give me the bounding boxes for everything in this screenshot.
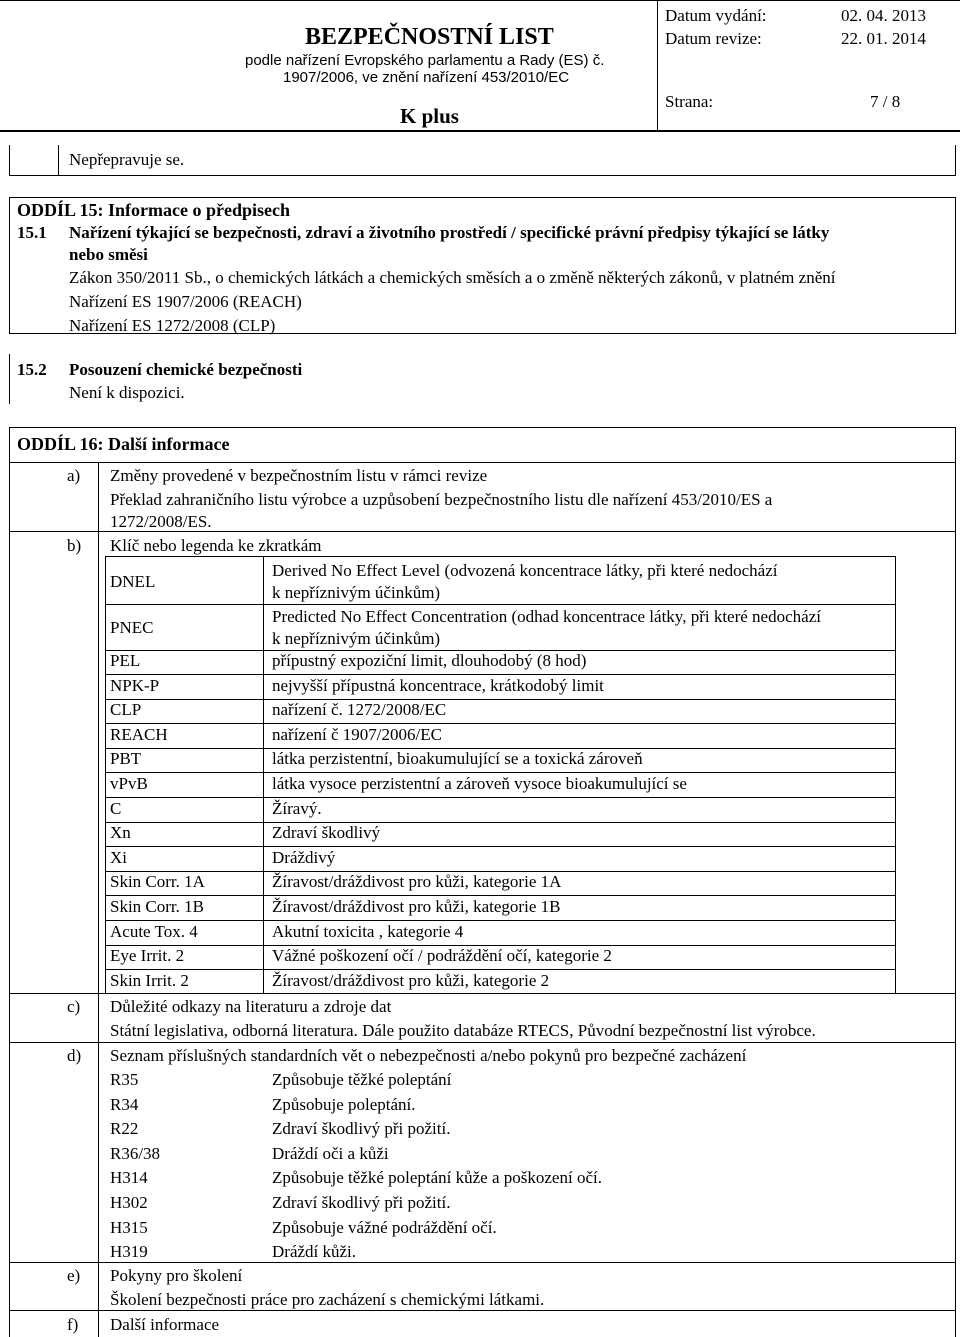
abbreviation-meaning: Predicted No Effect Concentration (odhad koncentrace látky, při které nedochází (272, 607, 821, 626)
section-15-2-number: 15.2 (17, 360, 47, 379)
phrase-text: Způsobuje těžké poleptání (272, 1070, 452, 1089)
abbreviation: NPK-P (110, 676, 160, 695)
item-f-title: Další informace (110, 1315, 220, 1334)
abbreviation: REACH (110, 725, 168, 744)
item-c-text: Státní legislativa, odborná literatura. Dále použito databáze RTECS, Původní bezpečnostní list výrobce. (110, 1021, 816, 1040)
abbreviation: Xn (110, 823, 131, 842)
regulation-item: Zákon 350/2011 Sb., o chemických látkách a chemických směsích a o změně některých zákonů, v platném znění (69, 268, 836, 287)
abbreviation-meaning: Dráždivý (272, 848, 336, 867)
regulation-line-2: 1907/2006, ve znění nařízení 453/2010/EC (283, 69, 570, 86)
regulation-line-1: podle nařízení Evropského parlamentu a Rady (ES) č. (245, 52, 605, 69)
continuation-text: Nepřepravuje se. (69, 150, 185, 169)
item-c-title: Důležité odkazy na literaturu a zdroje dat (110, 997, 392, 1016)
item-d-label: d) (67, 1046, 82, 1065)
item-a-title: Změny provedené v bezpečnostním listu v rámci revize (110, 466, 488, 485)
abbreviation: Skin Irrit. 2 (110, 971, 189, 990)
abbreviation: Eye Irrit. 2 (110, 946, 185, 965)
phrase-text: Zdraví škodlivý při požití. (272, 1119, 451, 1138)
abbreviation-meaning: Derived No Effect Level (odvozená koncentrace látky, při které nedochází (272, 561, 778, 580)
abbreviation: Acute Tox. 4 (110, 922, 198, 941)
revision-date-label: Datum revize: (665, 29, 762, 48)
item-e-text: Školení bezpečnosti práce pro zacházení s chemickými látkami. (110, 1290, 545, 1309)
regulation-item: Nařízení ES 1272/2008 (CLP) (69, 316, 276, 335)
issue-date-label: Datum vydání: (665, 6, 767, 25)
section-15-2-title: Posouzení chemické bezpečnosti (69, 360, 303, 379)
item-f-label: f) (67, 1315, 79, 1334)
item-a-text-cont: 1272/2008/ES. (110, 512, 212, 531)
abbreviation: Xi (110, 848, 127, 867)
item-d-title: Seznam příslušných standardních vět o nebezpečnosti a/nebo pokynů pro bezpečné zacházení (110, 1046, 747, 1065)
section-15-title: ODDÍL 15: Informace o předpisech (17, 200, 290, 220)
abbreviation: PEL (110, 651, 141, 670)
abbreviation-meaning: Vážné poškození očí / podráždění očí, kategorie 2 (272, 946, 612, 965)
item-a-text: Překlad zahraničního listu výrobce a uzpůsobení bezpečnostního listu dle nařízení 453/2010/ES a (110, 490, 773, 509)
abbreviation: Skin Corr. 1B (110, 897, 204, 916)
phrase-code: R34 (110, 1095, 139, 1114)
abbreviation-meaning-cont: k nepříznivým účinkům) (272, 583, 441, 602)
abbreviation: C (110, 799, 122, 818)
abbreviation-meaning: nařízení č 1907/2006/EC (272, 725, 442, 744)
abbreviation-meaning: Žíravost/dráždivost pro kůži, kategorie 1B (272, 897, 561, 916)
product-name: K plus (400, 104, 459, 128)
phrase-code: R36/38 (110, 1144, 161, 1163)
phrase-text: Zdraví škodlivý při požití. (272, 1193, 451, 1212)
phrase-text: Způsobuje poleptání. (272, 1095, 416, 1114)
abbreviation-meaning: Žíravý. (272, 799, 322, 818)
regulation-item: Nařízení ES 1907/2006 (REACH) (69, 292, 302, 311)
section-16-title: ODDÍL 16: Další informace (17, 434, 230, 454)
abbreviation: Skin Corr. 1A (110, 872, 205, 891)
section-15-1-title: Nařízení týkající se bezpečnosti, zdraví a životního prostředí / specifické právní předpisy týkající se látky (69, 223, 830, 242)
abbreviation-meaning: nařízení č. 1272/2008/EC (272, 700, 447, 719)
abbreviation-meaning: nejvyšší přípustná koncentrace, krátkodobý limit (272, 676, 604, 695)
phrase-code: R35 (110, 1070, 139, 1089)
section-15-2-text: Není k dispozici. (69, 383, 185, 402)
abbreviation: vPvB (110, 774, 148, 793)
phrase-text: Dráždí kůži. (272, 1242, 357, 1261)
phrase-text: Způsobuje vážné podráždění očí. (272, 1218, 497, 1237)
page-label: Strana: (665, 92, 714, 111)
abbreviation-meaning: Žíravost/dráždivost pro kůži, kategorie 2 (272, 971, 550, 990)
item-b-title: Klíč nebo legenda ke zkratkám (110, 536, 322, 555)
item-b-label: b) (67, 536, 82, 555)
abbreviation-meaning: přípustný expoziční limit, dlouhodobý (8 hod) (272, 651, 587, 670)
abbreviation: PBT (110, 749, 142, 768)
page-number: 7 / 8 (870, 92, 901, 111)
item-e-title: Pokyny pro školení (110, 1266, 243, 1285)
document-title: BEZPEČNOSTNÍ LIST (305, 24, 554, 50)
abbreviation-meaning: Akutní toxicita , kategorie 4 (272, 922, 464, 941)
item-e-label: e) (67, 1266, 81, 1285)
item-c-label: c) (67, 997, 81, 1016)
abbreviation-meaning: Zdraví škodlivý (272, 823, 381, 842)
abbreviation: CLP (110, 700, 142, 719)
section-15-1-title-cont: nebo směsi (69, 245, 148, 264)
phrase-code: H302 (110, 1193, 148, 1212)
item-a-label: a) (67, 466, 81, 485)
issue-date-value: 02. 04. 2013 (841, 6, 926, 25)
abbreviation-meaning: Žíravost/dráždivost pro kůži, kategorie 1A (272, 872, 562, 891)
phrase-code: R22 (110, 1119, 139, 1138)
abbreviation: PNEC (110, 618, 154, 637)
phrase-code: H319 (110, 1242, 148, 1261)
abbreviation-meaning: látka vysoce perzistentní a zároveň vysoce bioakumulující se (272, 774, 687, 793)
section-15-1-number: 15.1 (17, 223, 47, 242)
phrase-text: Dráždí oči a kůži (272, 1144, 389, 1163)
abbreviation-meaning-cont: k nepříznivým účinkům) (272, 629, 441, 648)
revision-date-value: 22. 01. 2014 (841, 29, 926, 48)
abbreviation-meaning: látka perzistentní, bioakumulující se a toxická zároveň (272, 749, 643, 768)
abbreviation: DNEL (110, 572, 156, 591)
phrase-code: H315 (110, 1218, 148, 1237)
phrase-code: H314 (110, 1168, 148, 1187)
phrase-text: Způsobuje těžké poleptání kůže a poškození očí. (272, 1168, 602, 1187)
